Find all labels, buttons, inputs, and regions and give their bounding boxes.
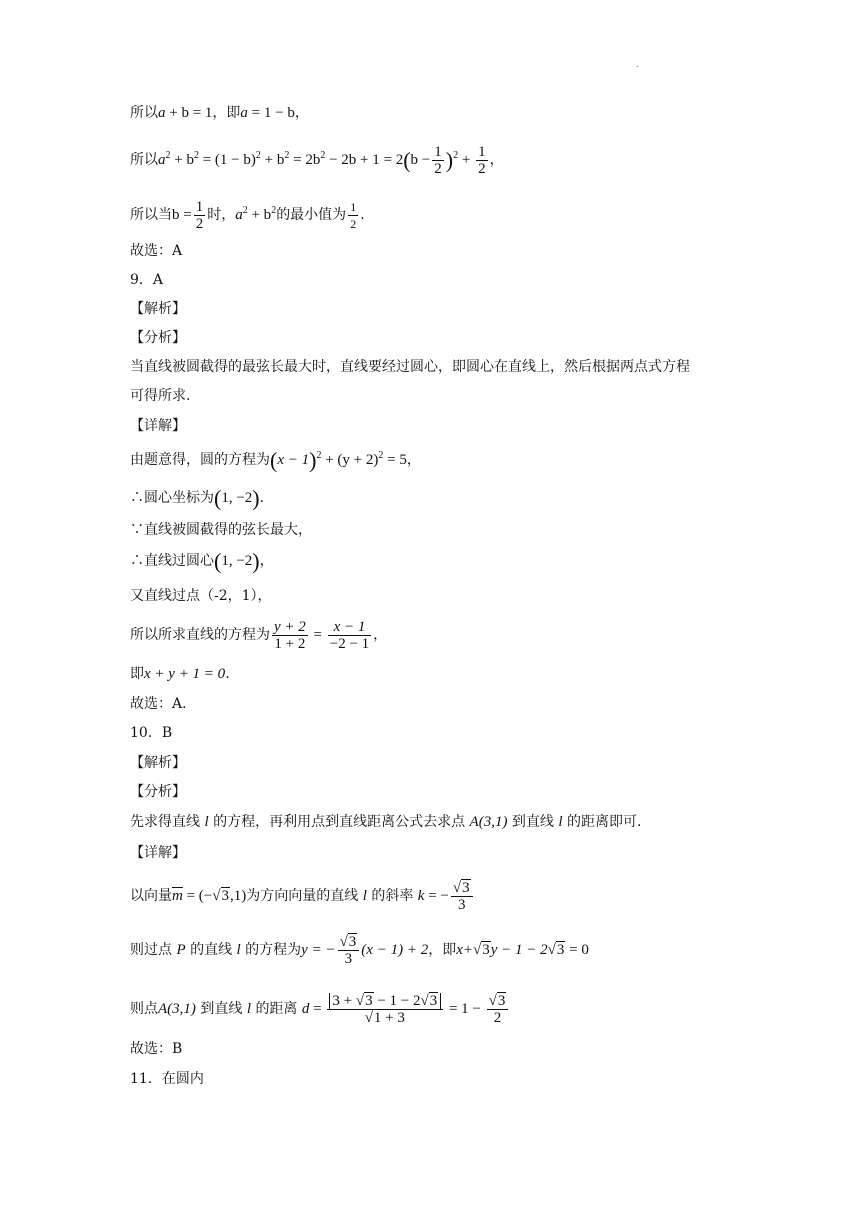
square-sum-line: 所以$a^2 + b^2 = (1 - b)^2 + b^2 = 2b^2 - 2b + 1 = 2(b$ − $\frac{1}{2}$ )$^2$ + $\frac{1}{2}$ ，	[130, 144, 504, 177]
minimum-line: 所以当b = $\frac{1}{2}$ 时，$a^2 + b^2$的最小值为 $\frac{1}{2}$ .	[130, 199, 365, 232]
slope-line: 以向量$\overline{m} = (-√3,1)$为方向向量的直线 l 的斜率 k = − $\frac{√3}{3}$	[130, 880, 475, 913]
through-center-line: ∴直线过圆心(1, −2)，	[130, 548, 274, 574]
line-through-P: 则过点 P 的直线 l 的方程为y = − $\frac{√3}{3}$ (x − 1) + 2，即x+√3y − 1 − 2√3 = 0	[130, 934, 589, 967]
center-line: ∴圆心坐标为(1, −2).	[130, 485, 265, 511]
sum-line: 所以a + b = 1，即a = 1 − b，	[130, 105, 309, 121]
line-equation-result: 即x + y + 1 = 0.	[130, 666, 230, 682]
answer-8: 故选：A	[130, 243, 183, 259]
question-9-heading: 9．A	[130, 272, 164, 288]
answer-10: 故选：B	[130, 1041, 183, 1057]
analysis-label-10: 【解析】	[130, 755, 186, 771]
answer-9: 故选：A．	[130, 696, 197, 712]
question-10-heading: 10．B	[130, 725, 173, 741]
header-mark: .	[636, 60, 639, 69]
fenxi-label-10: 【分析】	[130, 784, 186, 800]
line-equation-fraction: 所以所求直线的方程为 $\frac{y + 2}{1 + 2}$ = $\frac{x - 1}{-2 - 1}$ ，	[130, 619, 388, 652]
fenxi-label-9: 【分析】	[130, 330, 186, 346]
analysis-text-9-line1: 当直线被圆截得的最弦长最大时，直线要经过圆心，即圆心在直线上，然后根据两点式方程	[130, 359, 690, 375]
analysis-text-10: 先求得直线 l 的方程，再利用点到直线距离公式去求点 A(3,1) 到直线 l 的距离即可.	[130, 814, 642, 830]
chord-max-line: ∵直线被圆截得的弦长最大，	[130, 522, 312, 538]
distance-line: 则点A(3,1) 到直线 l 的距离 d = $\frac{3 + √3 - 1 - 2√3}{√1 + 3}$ = 1 − $\frac{√3}{2}$	[130, 993, 510, 1026]
circle-equation-line: 由题意得，圆的方程为$(x - 1)^2 + (y + 2)^2 = 5$，	[130, 447, 421, 473]
analysis-text-9-line2: 可得所求.	[130, 388, 191, 404]
question-11-heading: 11．在圆内	[130, 1071, 204, 1087]
point-line: 又直线过点（-2，1），	[130, 588, 272, 604]
detail-label-10: 【详解】	[130, 845, 186, 861]
analysis-label-9: 【解析】	[130, 301, 186, 317]
detail-label-9: 【详解】	[130, 418, 186, 434]
